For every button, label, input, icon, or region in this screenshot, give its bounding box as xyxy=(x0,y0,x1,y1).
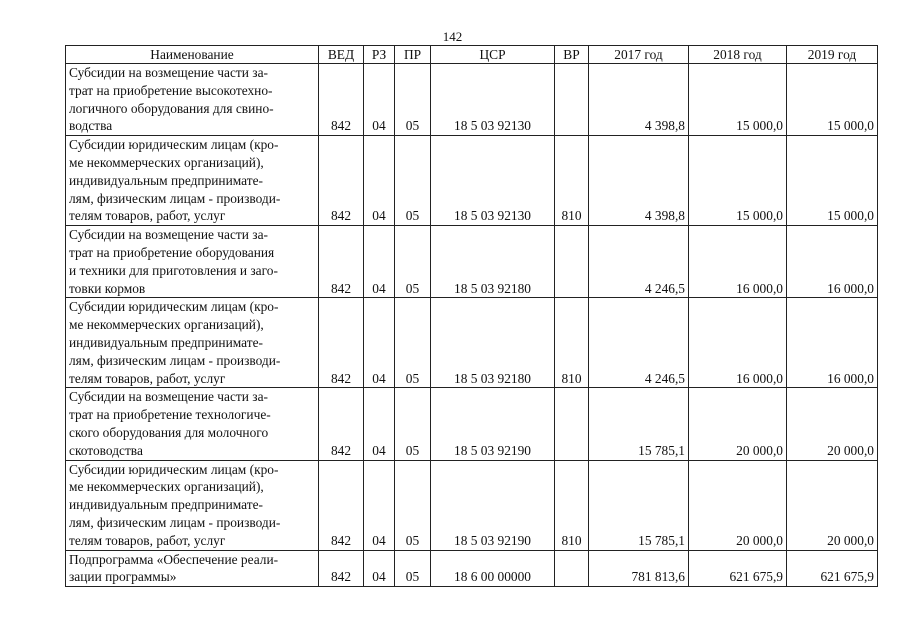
cell-vr xyxy=(555,64,589,136)
cell-2017: 15 785,1 xyxy=(589,460,689,550)
cell-csr: 18 5 03 92190 xyxy=(431,388,555,460)
cell-csr: 18 5 03 92180 xyxy=(431,226,555,298)
cell-name xyxy=(66,460,319,550)
cell-name-line: водства xyxy=(69,118,113,134)
table-row xyxy=(66,388,878,460)
cell-2018: 621 675,9 xyxy=(689,550,787,587)
cell-2018: 15 000,0 xyxy=(689,64,787,136)
table-row xyxy=(66,226,878,298)
cell-ved: 842 xyxy=(319,460,364,550)
table-row xyxy=(66,298,878,388)
header-pr: ПР xyxy=(395,46,431,64)
header-name: Наименование xyxy=(66,46,319,64)
cell-2019: 20 000,0 xyxy=(787,460,878,550)
cell-2017: 4 246,5 xyxy=(589,298,689,388)
table-body xyxy=(66,64,878,587)
cell-pr: 05 xyxy=(395,226,431,298)
header-2017: 2017 год xyxy=(589,46,689,64)
cell-name-line: товки кормов xyxy=(69,280,146,296)
cell-ved: 842 xyxy=(319,136,364,226)
cell-name-line: скотоводства xyxy=(69,442,143,458)
budget-table xyxy=(65,45,878,587)
cell-rz: 04 xyxy=(364,64,395,136)
header-csr: ЦСР xyxy=(431,46,555,64)
cell-csr: 18 5 03 92130 xyxy=(431,64,555,136)
cell-rz: 04 xyxy=(364,550,395,587)
cell-2019: 16 000,0 xyxy=(787,298,878,388)
table-row xyxy=(66,136,878,226)
cell-pr: 05 xyxy=(395,460,431,550)
cell-2018: 20 000,0 xyxy=(689,388,787,460)
cell-pr: 05 xyxy=(395,136,431,226)
cell-rz: 04 xyxy=(364,136,395,226)
cell-name-line: Субсидии юридическим лицам (кро- xyxy=(69,299,279,315)
cell-rz: 04 xyxy=(364,388,395,460)
table-row xyxy=(66,460,878,550)
cell-ved: 842 xyxy=(319,550,364,587)
page-number: 142 xyxy=(442,29,463,44)
cell-pr: 05 xyxy=(395,550,431,587)
cell-ved: 842 xyxy=(319,64,364,136)
cell-ved: 842 xyxy=(319,388,364,460)
cell-name-line: ме некоммерческих организаций), xyxy=(69,154,264,170)
cell-name-line: телям товаров, работ, услуг xyxy=(69,370,226,386)
cell-name-line: лям, физическим лицам - производи- xyxy=(69,514,281,530)
cell-name-line: индивидуальным предпринимате- xyxy=(69,334,264,350)
header-rz: РЗ xyxy=(364,46,395,64)
table-row xyxy=(66,550,878,587)
cell-2018: 20 000,0 xyxy=(689,460,787,550)
cell-vr: 810 xyxy=(555,136,589,226)
cell-2019: 15 000,0 xyxy=(787,64,878,136)
header-2019: 2019 год xyxy=(787,46,878,64)
cell-name-line: Субсидии юридическим лицам (кро- xyxy=(69,137,279,153)
cell-csr: 18 5 03 92190 xyxy=(431,460,555,550)
cell-vr: 810 xyxy=(555,298,589,388)
cell-name-line: и техники для приготовления и заго- xyxy=(69,262,278,278)
cell-name-line: ме некоммерческих организаций), xyxy=(69,479,264,495)
cell-name-line: телям товаров, работ, услуг xyxy=(69,532,226,548)
cell-csr: 18 6 00 00000 xyxy=(431,550,555,587)
cell-name-line: трат на приобретение технологиче- xyxy=(69,407,271,423)
cell-name-line: телям товаров, работ, услуг xyxy=(69,208,226,224)
cell-name-line: логичного оборудования для свино- xyxy=(69,100,274,116)
header-ved: ВЕД xyxy=(319,46,364,64)
cell-name-line: ского оборудования для молочного xyxy=(69,424,269,440)
cell-vr xyxy=(555,388,589,460)
cell-name-line: Субсидии на возмещение части за- xyxy=(69,65,268,80)
cell-name xyxy=(66,136,319,226)
cell-name-line: лям, физическим лицам - производи- xyxy=(69,190,281,206)
cell-name-line: Субсидии на возмещение части за- xyxy=(69,389,268,405)
cell-name-line: Субсидии на возмещение части за- xyxy=(69,227,268,243)
cell-2017: 15 785,1 xyxy=(589,388,689,460)
cell-2018: 16 000,0 xyxy=(689,226,787,298)
cell-name-line: трат на приобретение оборудования xyxy=(69,244,275,260)
cell-pr: 05 xyxy=(395,298,431,388)
cell-name-line: Субсидии юридическим лицам (кро- xyxy=(69,461,279,477)
cell-name-line: индивидуальным предпринимате- xyxy=(69,497,264,513)
cell-name xyxy=(66,298,319,388)
cell-vr: 810 xyxy=(555,460,589,550)
cell-2019: 16 000,0 xyxy=(787,226,878,298)
cell-name xyxy=(66,550,319,587)
cell-2018: 16 000,0 xyxy=(689,298,787,388)
cell-2017: 4 246,5 xyxy=(589,226,689,298)
cell-vr xyxy=(555,550,589,587)
cell-name xyxy=(66,388,319,460)
cell-name xyxy=(66,64,319,136)
cell-ved: 842 xyxy=(319,226,364,298)
cell-2017: 781 813,6 xyxy=(589,550,689,587)
cell-name-line: лям, физическим лицам - производи- xyxy=(69,352,281,368)
header-vr: ВР xyxy=(555,46,589,64)
cell-name-line: Подпрограмма «Обеспечение реали- xyxy=(69,551,279,567)
cell-name-line: трат на приобретение высокотехно- xyxy=(69,82,273,98)
cell-name xyxy=(66,226,319,298)
cell-pr: 05 xyxy=(395,64,431,136)
cell-pr: 05 xyxy=(395,388,431,460)
cell-ved: 842 xyxy=(319,298,364,388)
cell-name-line: индивидуальным предпринимате- xyxy=(69,172,264,188)
cell-name-line: ме некоммерческих организаций), xyxy=(69,317,264,333)
cell-rz: 04 xyxy=(364,226,395,298)
cell-csr: 18 5 03 92180 xyxy=(431,298,555,388)
cell-name-line: зации программы» xyxy=(69,569,177,585)
cell-csr: 18 5 03 92130 xyxy=(431,136,555,226)
table-row xyxy=(66,64,878,136)
cell-2017: 4 398,8 xyxy=(589,64,689,136)
cell-2019: 20 000,0 xyxy=(787,388,878,460)
cell-rz: 04 xyxy=(364,298,395,388)
cell-vr xyxy=(555,226,589,298)
cell-2017: 4 398,8 xyxy=(589,136,689,226)
header-2018: 2018 год xyxy=(689,46,787,64)
header-row xyxy=(66,46,878,64)
cell-2018: 15 000,0 xyxy=(689,136,787,226)
cell-2019: 15 000,0 xyxy=(787,136,878,226)
cell-2019: 621 675,9 xyxy=(787,550,878,587)
cell-rz: 04 xyxy=(364,460,395,550)
